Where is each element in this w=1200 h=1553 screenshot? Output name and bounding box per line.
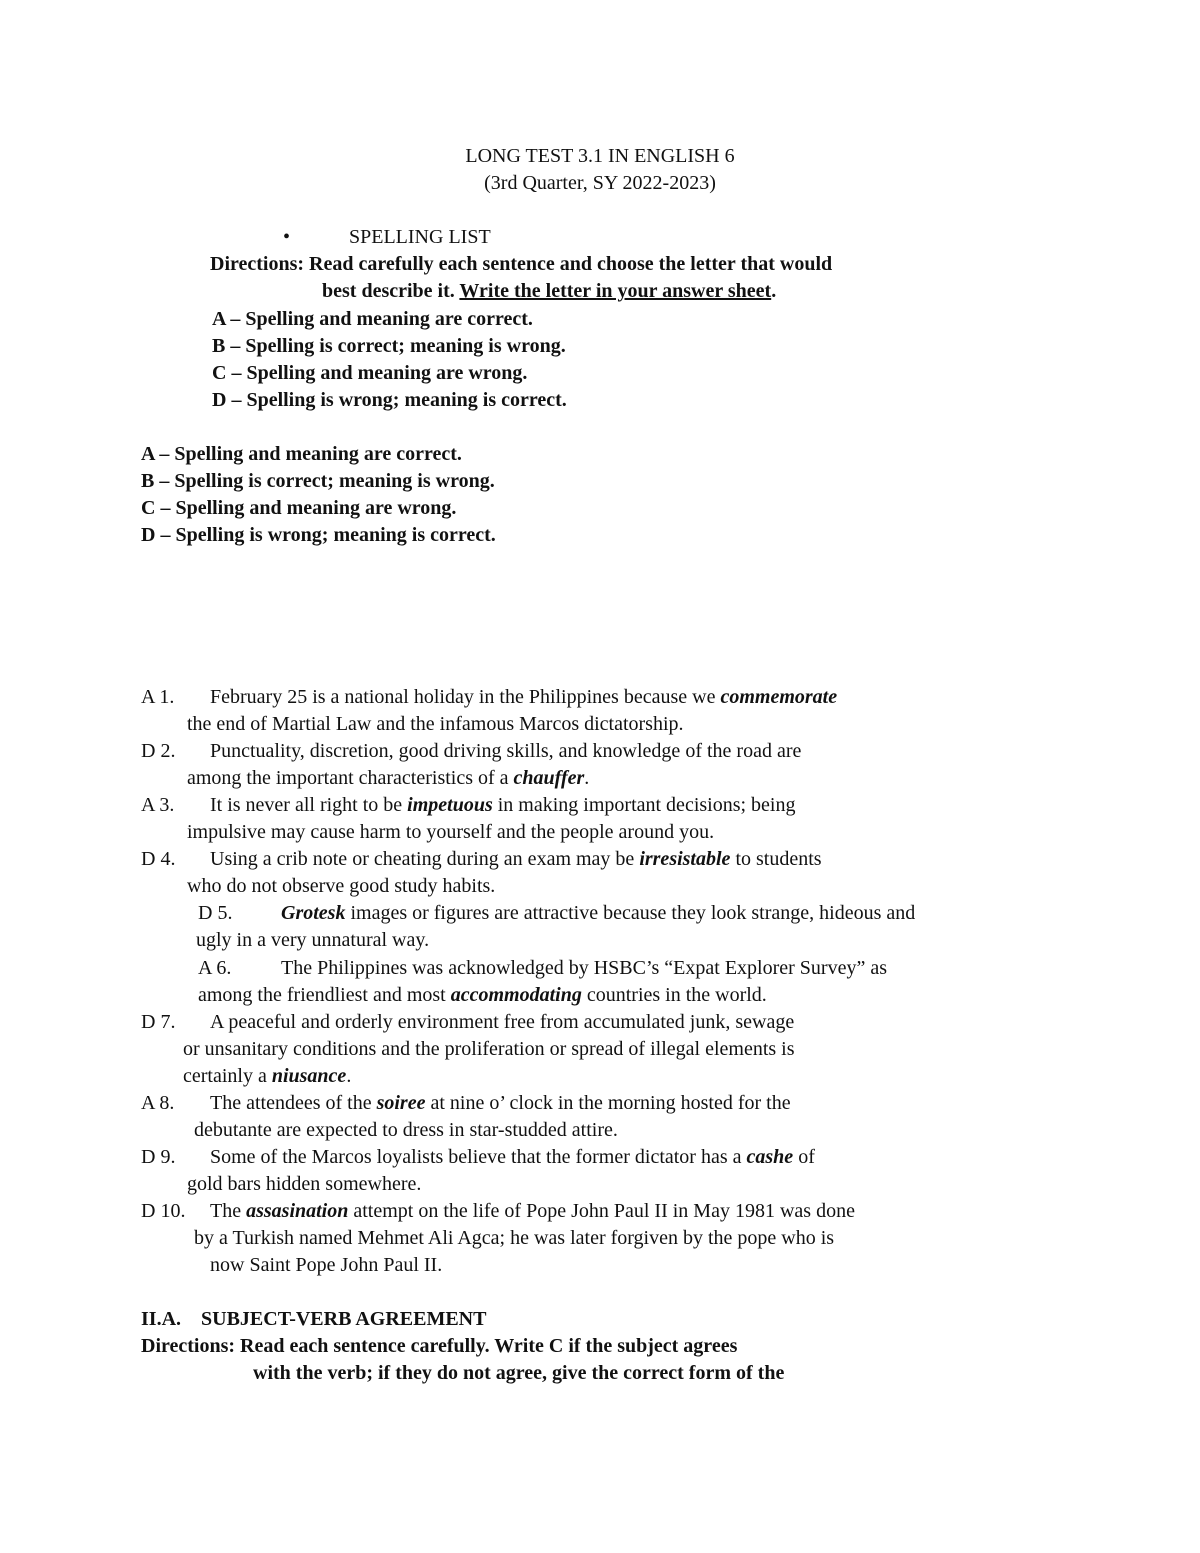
item-7-line-1: A peaceful and orderly environment free from accumulated junk, sewage <box>210 1011 795 1033</box>
item-5-line-1 <box>281 900 915 926</box>
item-4-number: D 4. <box>141 848 176 870</box>
item-2-line-1: Punctuality, discretion, good driving skills, and knowledge of the road are <box>210 740 802 762</box>
item-6-keyword: accommodating <box>450 984 582 1006</box>
item-4-text: Using a crib note or cheating during an exam may be <box>210 848 640 870</box>
item-1-number: A 1. <box>141 686 175 708</box>
item-7-number: D 7. <box>141 1011 176 1033</box>
item-8-number: A 8. <box>141 1092 175 1114</box>
key-repeat-c: C – Spelling and meaning are wrong. <box>141 497 457 519</box>
directions-period: . <box>771 280 777 302</box>
item-6-text: among the friendliest and most <box>198 984 451 1006</box>
item-4-text-post: to students <box>730 848 822 870</box>
item-4-line-1 <box>210 846 822 872</box>
key-option-a: A – Spelling and meaning are correct. <box>212 308 533 330</box>
item-5-text: images or figures are attractive because they look strange, hideous and <box>345 902 916 924</box>
item-9-line-1 <box>210 1144 815 1170</box>
key-option-c: C – Spelling and meaning are wrong. <box>212 362 528 384</box>
item-8-line-1 <box>210 1090 791 1116</box>
item-9-text-post: of <box>793 1146 815 1168</box>
section-2-directions-2: with the verb; if they do not agree, give the correct form of the <box>253 1362 785 1384</box>
key-repeat-d: D – Spelling is wrong; meaning is correct. <box>141 524 496 546</box>
item-2-line-2 <box>187 765 589 791</box>
item-2-text: among the important characteristics of a <box>187 767 514 789</box>
item-2-number: D 2. <box>141 740 176 762</box>
item-6-text-post: countries in the world. <box>581 984 767 1006</box>
directions-text: best describe it. <box>322 280 460 302</box>
item-10-number: D 10. <box>141 1200 186 1222</box>
key-option-b: B – Spelling is correct; meaning is wrong. <box>212 335 566 357</box>
key-repeat-b: B – Spelling is correct; meaning is wrong. <box>141 470 495 492</box>
item-3-text-post: in making important decisions; being <box>492 794 796 816</box>
item-6-line-1: The Philippines was acknowledged by HSBC’s “Expat Explorer Survey” as <box>281 957 887 979</box>
item-10-text: The <box>210 1200 247 1222</box>
directions-line-1: Directions: Read carefully each sentence and choose the letter that would <box>210 253 833 275</box>
item-9-keyword: cashe <box>746 1146 794 1168</box>
item-9-line-2: gold bars hidden somewhere. <box>187 1173 422 1195</box>
section-heading: SPELLING LIST <box>349 226 491 248</box>
item-4-line-2: who do not observe good study habits. <box>187 875 496 897</box>
item-1-keyword: commemorate <box>720 686 838 708</box>
item-1-line-1 <box>210 684 837 710</box>
item-10-line-2: by a Turkish named Mehmet Ali Agca; he was later forgiven by the pope who is <box>194 1227 835 1249</box>
section-2-directions-1: Directions: Read each sentence carefully. Write C if the subject agrees <box>141 1335 738 1357</box>
item-4-keyword: irresistable <box>639 848 731 870</box>
item-8-keyword: soiree <box>376 1092 426 1114</box>
item-2-period: . <box>584 767 590 789</box>
item-2-keyword: chauffer <box>513 767 585 789</box>
directions-line-2 <box>322 278 776 304</box>
item-8-line-2: debutante are expected to dress in star-studded attire. <box>194 1119 618 1141</box>
item-8-text: The attendees of the <box>210 1092 377 1114</box>
item-10-line-3: now Saint Pope John Paul II. <box>210 1254 443 1276</box>
item-3-number: A 3. <box>141 794 175 816</box>
item-1-text: February 25 is a national holiday in the Philippines because we <box>210 686 721 708</box>
item-6-line-2 <box>198 982 767 1008</box>
item-5-number: D 5. <box>198 902 233 924</box>
item-9-text: Some of the Marcos loyalists believe that the former dictator has a <box>210 1146 747 1168</box>
item-7-line-3 <box>183 1063 351 1089</box>
section-2-heading: II.A. SUBJECT-VERB AGREEMENT <box>141 1308 487 1330</box>
item-7-text: certainly a <box>183 1065 272 1087</box>
item-3-keyword: impetuous <box>407 794 493 816</box>
item-3-line-1 <box>210 792 795 818</box>
page-subtitle: (3rd Quarter, SY 2022-2023) <box>484 172 716 194</box>
item-6-number: A 6. <box>198 957 232 979</box>
item-1-line-2: the end of Martial Law and the infamous Marcos dictatorship. <box>187 713 684 735</box>
item-3-line-2: impulsive may cause harm to yourself and the people around you. <box>187 821 715 843</box>
item-10-text-post: attempt on the life of Pope John Paul II in May 1981 was done <box>348 1200 855 1222</box>
key-repeat-a: A – Spelling and meaning are correct. <box>141 443 462 465</box>
item-5-keyword: Grotesk <box>281 902 346 924</box>
item-8-text-post: at nine o’ clock in the morning hosted for the <box>425 1092 791 1114</box>
item-10-keyword: assasination <box>246 1200 349 1222</box>
item-5-line-2: ugly in a very unnatural way. <box>196 929 430 951</box>
page-title: LONG TEST 3.1 IN ENGLISH 6 <box>465 145 735 167</box>
item-9-number: D 9. <box>141 1146 176 1168</box>
bullet-icon: • <box>283 226 291 248</box>
item-3-text: It is never all right to be <box>210 794 408 816</box>
directions-underlined: Write the letter in your answer sheet <box>459 280 772 302</box>
item-7-line-2: or unsanitary conditions and the proliferation or spread of illegal elements is <box>183 1038 795 1060</box>
item-7-keyword: niusance <box>271 1065 347 1087</box>
item-10-line-1 <box>210 1198 855 1224</box>
key-option-d: D – Spelling is wrong; meaning is correct. <box>212 389 567 411</box>
item-7-period: . <box>346 1065 352 1087</box>
